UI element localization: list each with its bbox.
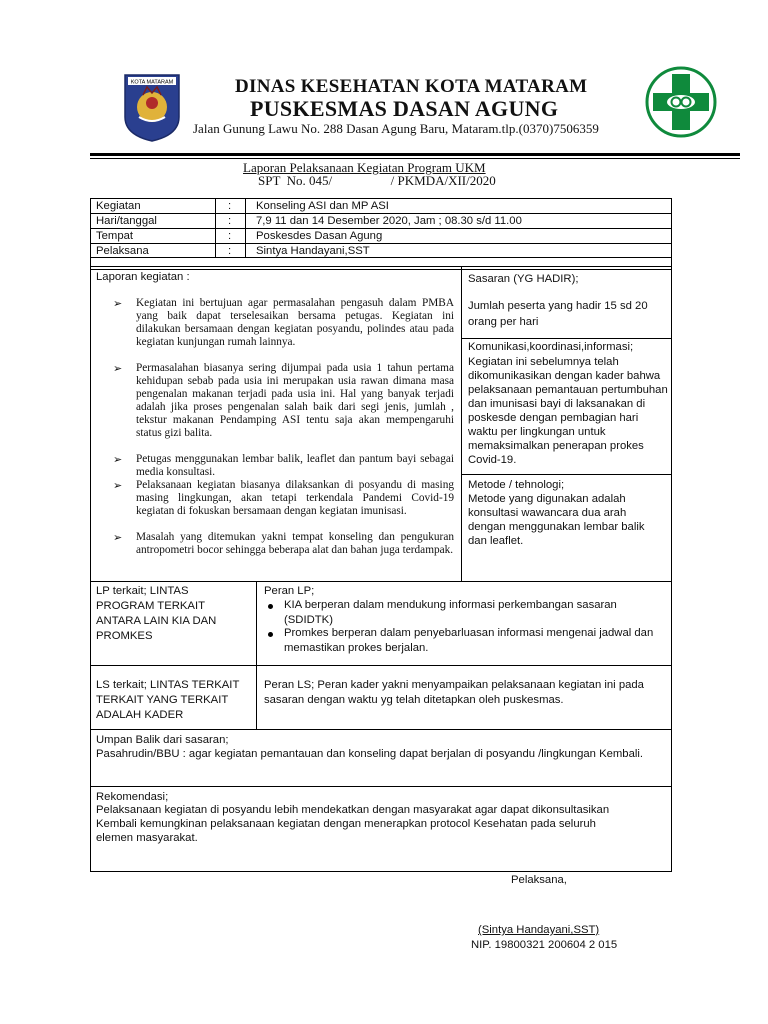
signature-nip: NIP. 19800321 200604 2 015 xyxy=(471,939,618,951)
umpan-balik-text: Pasahrudin/BBU : agar kegiatan pemantauan dan konseling dapat berjalan di posyandu /lingkungan Kembali. xyxy=(96,748,644,760)
komunikasi-heading: Komunikasi,koordinasi,informasi; xyxy=(468,341,634,353)
signature-role: Pelaksana, xyxy=(511,874,567,886)
umpan-balik-heading: Umpan Balik dari sasaran; xyxy=(96,734,229,746)
laporan-item: Kegiatan ini bertujuan agar permasalahan pengasuh dalam PMBA yang baik dapat terselesaikan bersama petugas. Kegiatan ini dilakukan bersamaan dengan kegiatan posyandu, polindes atau pada kegiatan kunjungan rumah lainnya. xyxy=(136,297,454,348)
lp-heading: Peran LP; xyxy=(264,585,315,597)
info-sep: : xyxy=(228,200,232,212)
info-sep: : xyxy=(228,215,232,227)
arrow-bullet-icon: ➢ xyxy=(113,298,123,310)
info-label-tempat: Tempat xyxy=(96,230,134,242)
metode-heading: Metode / tehnologi; xyxy=(468,479,565,491)
info-value-kegiatan: Konseling ASI dan MP ASI xyxy=(256,200,389,212)
info-label-tanggal: Hari/tanggal xyxy=(96,215,157,227)
laporan-heading: Laporan kegiatan : xyxy=(96,271,190,283)
arrow-bullet-icon: ➢ xyxy=(113,454,123,466)
info-label-pelaksana: Pelaksana xyxy=(96,245,149,257)
info-sep: : xyxy=(228,230,232,242)
report-title: Laporan Pelaksanaan Kegiatan Program UKM xyxy=(243,160,486,175)
rekomendasi-heading: Rekomendasi; xyxy=(96,791,169,803)
rekomendasi-text: Pelaksanaan kegiatan di posyandu lebih mendekatkan dengan masyarakat agar dapat dikonsultasikan Kembali kemungkinan pelaksanaan kegiatan dengan menerapkan protocol Kesehatan pada seluruh elemen masyarakat. xyxy=(96,804,610,844)
signature-name: (Sintya Handayani,SST) xyxy=(478,924,600,936)
arrow-bullet-icon: ➢ xyxy=(113,363,123,375)
laporan-item: Permasalahan biasanya sering dijumpai pada usia 1 tahun pertama kehidupan sebab pada usia ini merupakan usia rawan dimana masa pengenalan makanan terjadi pada usia ini. Hal yang banyak terjadi adalah jika proses pengenalan salah baik dari segi jenis, jumlah , tekstur makanan Pendamping ASI tentu saja akan mempengaruhi status gizi balita. xyxy=(136,362,454,439)
laporan-item: Petugas menggunakan lembar balik, leaflet dan pantum bayi sebagai media konsultasi. xyxy=(136,453,454,478)
agency-name: DINAS KESEHATAN KOTA MATARAM xyxy=(235,76,588,97)
puskesmas-logo xyxy=(645,66,717,138)
lp-item-kia: KIA berperan dalam mendukung informasi perkembangan sasaran (SDIDTK) xyxy=(284,599,617,626)
kota-mataram-logo xyxy=(123,73,181,143)
arrow-bullet-icon: ➢ xyxy=(113,480,123,492)
info-value-tempat: Poskesdes Dasan Agung xyxy=(256,230,383,242)
puskesmas-name: PUSKESMAS DASAN AGUNG xyxy=(250,96,559,121)
lp-item-promkes: Promkes berperan dalam penyebarluasan informasi mengenai jadwal dan memastikan prokes berjalan. xyxy=(284,627,654,654)
info-sep: : xyxy=(228,245,232,257)
info-value-tanggal: 7,9 11 dan 14 Desember 2020, Jam ; 08.30 s/d 11.00 xyxy=(256,215,522,227)
laporan-item: Pelaksanaan kegiatan biasanya dilaksankan di posyandu di masing masing lingkungan, akan tetapi terkendala Pandemi Covid-19 kegiatan di fokuskan bersamaan dengan kegiatan imunisasi. xyxy=(136,479,454,517)
header-divider-thin xyxy=(90,158,740,159)
lp-label: LP terkait; LINTAS PROGRAM TERKAIT ANTARA LAIN KIA DAN PROMKES xyxy=(96,585,217,642)
ls-label: LS terkait; LINTAS TERKAIT TERKAIT YANG TERKAIT ADALAH KADER xyxy=(96,679,240,721)
bullet-dot-icon xyxy=(268,604,273,609)
komunikasi-text: Kegiatan ini sebelumnya telah dikomunikasikan dengan kader bahwa pelaksanaan pemantauan pertumbuhan dan imunisasi bayi di laksanakan di poskesde dengan pembagian hari waktu per lingkungan untuk memaksimalkan penerapan prokes Covid-19. xyxy=(468,356,668,466)
spt-number: SPT No. 045/ / PKMDA/XII/2020 xyxy=(258,173,496,188)
sasaran-heading: Sasaran (YG HADIR); xyxy=(468,273,579,285)
sasaran-text: Jumlah peserta yang hadir 15 sd 20 orang per hari xyxy=(468,300,648,328)
info-label-kegiatan: Kegiatan xyxy=(96,200,141,212)
laporan-item: Masalah yang ditemukan yakni tempat konseling dan pengukuran antropometri bocor sehingga beberapa alat dan bahan juga terdampak. xyxy=(136,531,454,556)
address: Jalan Gunung Lawu No. 288 Dasan Agung Baru, Mataram.tlp.(0370)7506359 xyxy=(193,121,599,136)
info-value-pelaksana: Sintya Handayani,SST xyxy=(256,245,370,257)
ls-text: Peran LS; Peran kader yakni menyampaikan pelaksanaan kegiatan ini pada sasaran dengan waktu yg telah ditetapkan oleh puskesmas. xyxy=(264,679,644,706)
bullet-dot-icon xyxy=(268,632,273,637)
svg-text:KOTA MATARAM: KOTA MATARAM xyxy=(130,79,174,86)
header-divider xyxy=(90,153,740,156)
metode-text: Metode yang digunakan adalah konsultasi wawancara dua arah dengan menggunakan lembar balik dan leaflet. xyxy=(468,493,645,547)
arrow-bullet-icon: ➢ xyxy=(113,532,123,544)
